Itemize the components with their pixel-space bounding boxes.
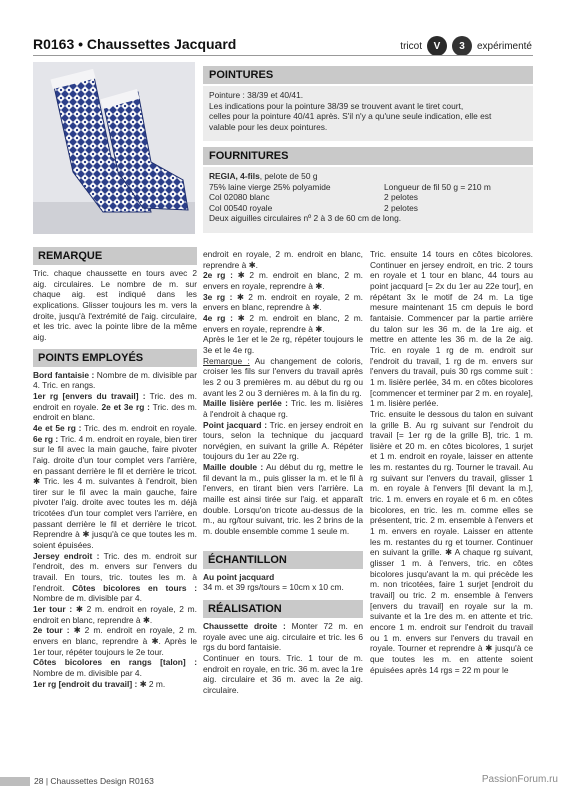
material-row <box>209 192 527 203</box>
difficulty-header <box>400 36 532 56</box>
points-text <box>33 370 197 690</box>
cotes-rangs-title: Côtes bicolores en rangs [talon] : <box>33 657 197 668</box>
header-rule <box>33 55 533 56</box>
needles-line: Deux aiguilles circulaires nº 2 à 3 de 60 cm de long. <box>209 213 402 224</box>
lisiere-text: Tric. les m. lisières à l'endroit à chaque rg. <box>203 398 363 419</box>
fournitures-heading: FOURNITURES <box>203 147 533 165</box>
pointures-heading: POINTURES <box>203 66 533 84</box>
footer-bar <box>0 777 30 786</box>
site-watermark: PassionForum.ru <box>481 774 558 785</box>
row-text: ✱ 2 m. endroit en blanc, 2 m. envers en royale, reprendre à ✱. <box>203 270 364 291</box>
pointures-line: Pointure : 38/39 et 40/41. <box>209 90 304 100</box>
echantillon-title: Au point jacquard <box>203 571 275 582</box>
double-title: Maille double : <box>203 462 264 473</box>
col3-text <box>370 249 533 675</box>
remarque-text: Tric. chaque chaussette en tours avec 2 aig. circulaires. Le nombre de m. sur chaque aig. est indiqué dans les explications. Glisser toujours les m. vers la droite, jusqu'à l'extrémité de l'aig. circulaire, et les tric. avec la pointe libre de la même aig. <box>33 268 197 342</box>
row-title: 3e rg : <box>203 291 233 302</box>
echantillon-heading: ÉCHANTILLON <box>203 551 363 569</box>
cotes-rangs-text: Nombre de m. divisible par 4. <box>33 667 142 678</box>
row-title: 1er rg [envers du travail] : <box>33 390 146 401</box>
material-row <box>209 203 527 214</box>
col2-paragraph: Après le 1er et le 2e rg, répéter toujours le 3e et le 4e rg. <box>203 334 363 355</box>
remark-text: Au changement de coloris, croiser les fils sur l'envers du travail après les 2 ou 3 premières m. au début du rg ou avant les 2 ou 3 dernières m. à la fin du rg. <box>203 355 363 398</box>
material-right: Longueur de fil 50 g = 210 m <box>384 181 491 192</box>
jersey-title: Jersey endroit : <box>33 550 100 561</box>
tour-text: ✱ 2 m. endroit en royale, 2 m. endroit en blanc, reprendre à ✱. <box>33 604 197 625</box>
category-icon: V <box>427 36 447 56</box>
level-label: expérimenté <box>476 40 532 52</box>
level-icon: 3 <box>452 36 472 56</box>
pointures-box <box>203 86 533 141</box>
bord-title: Bord fantaisie : <box>33 369 95 380</box>
row-text: Tric. des m. endroit en royale. <box>33 390 197 412</box>
tour-title: 2e tour : <box>33 625 70 636</box>
jacquard-title: Point jacquard : <box>203 419 268 430</box>
pointures-line: celles pour la pointure 40/41 après. S'il n'y a qu'une seule indication, elle est <box>209 111 492 122</box>
row-title: 6e rg : <box>33 433 59 444</box>
material-left: Col 00540 royale <box>209 202 273 213</box>
row-text: Tric. des m. endroit en royale. <box>81 422 197 433</box>
yarn-name: REGIA, 4-fils <box>209 171 260 181</box>
jersey-text: Tric. des m. endroit sur l'endroit, des m. envers sur l'envers du travail. En tours, tric. toutes les m. à l'endroit. <box>33 550 198 593</box>
row-text: Tric. 4 m. endroit en royale, bien tirer sur le fil avec la main gauche, faire pivoter l'aig. droite d'un tour complet vers l'arrière, en passant derrière le fil et derrière le tricot. ✱ Tric. les 4 m. suivantes à l'endroit, bien tirer sur le fil avec la main gauche, faire pivoter l'aig. droite avec toutes les m. déjà tricotées d'un tour complet vers l'arrière, en passant derrière le fil et derrière le tricot. Reprendre à ✱ jusqu'à ce que toutes les m. soient épuisées. <box>33 433 197 551</box>
row-text: ✱ 2 m. endroit en royale, 2 m. envers en blanc, reprendre à ✱. <box>203 291 363 313</box>
socks-photo <box>33 62 195 234</box>
lisiere-title: Maille lisière perlée : <box>203 398 288 409</box>
cotes-tours-title: Côtes bicolores en tours : <box>64 582 197 593</box>
row-text: ✱ 2 m. <box>137 678 166 689</box>
cotes-tours-text: Nombre de m. divisible par 4. <box>33 593 142 604</box>
bord-text: Nombre de m. divisible par 4. Tric. en rangs. <box>33 369 197 391</box>
tour-text: ✱ 2 m. endroit en royale, 2 m. envers en blanc, reprendre à ✱. Après le 1er tour, répéter toujours le 2e tour. <box>33 625 197 657</box>
yarn-line <box>209 171 527 182</box>
col3-paragraph: Tric. ensuite 14 tours en côtes bicolores. Continuer en jersey endroit, en tric. 2 tours en royale et 1 tour en blanc, 44 tours au point jacquard [= 2x du 1er au 22e tour], en répétant 3x le motif de 24 m. La tige mesure maintenant 15 cm depuis le bord fantaisie. Commencer par la partie arrière du talon sur les 36 m. de la 1re aig. et mettre en attente les 36 m. de la 2e aig. Tric. en royale 1 rg de m. endroit sur l'endroit du travail, 1 rg de m. envers sur l'envers du travail, puis 30 rgs comme suit : 1 m. lisière perlée, 34 m. en côtes bicolores [commencer et terminer par 2 m. en royale], 1 m. lisière perlée. <box>370 249 533 409</box>
points-heading: POINTS EMPLOYÉS <box>33 349 197 367</box>
realisation-text <box>203 621 363 696</box>
echantillon-text <box>203 572 363 593</box>
row-text: ✱ 2 m. endroit en blanc, 2 m. envers en royale, reprendre à ✱. <box>203 312 364 334</box>
material-left: 75% laine vierge 25% polyamide <box>209 181 331 192</box>
footer-text: 28 | Chaussettes Design R0163 <box>34 776 154 786</box>
col2-paragraph: endroit en royale, 2 m. endroit en blanc, reprendre à ✱. <box>203 249 363 270</box>
material-right: 2 pelotes <box>384 192 418 203</box>
category-label: tricot <box>400 40 422 52</box>
chaussette-droite-text: Monter 72 m. en royale avec une aig. circulaire et tric. les 6 rgs du bord fantaisie. <box>203 621 363 653</box>
row-title: 4e rg : <box>203 312 233 323</box>
material-right: 2 pelotes <box>384 202 418 213</box>
fournitures-box <box>203 167 533 233</box>
double-text: Au début du rg, mettre le fil devant la m., puis glisser la m. et le fil à l'envers, en tirant bien vers l'arrière. La maille est ainsi tirée sur l'aig. et apparaît double. Lorsqu'on tricote au-dessus de la m., au rg/tour suivant, tric. les 2 brins de la m. double ensemble comme 1 seule m. <box>203 462 363 537</box>
remark-title: Remarque : <box>203 355 250 366</box>
row-title: 2e et 3e rg : <box>98 401 150 412</box>
realisation-heading: RÉALISATION <box>203 600 363 618</box>
pointures-line: Les indications pour la pointure 38/39 se trouvent avant le tiret court, <box>209 100 464 111</box>
yarn-suffix: , pelote de 50 g <box>259 171 318 181</box>
remarque-heading: REMARQUE <box>33 247 197 265</box>
material-row <box>209 182 527 193</box>
row-text: Tric. des m. endroit en blanc. <box>33 401 197 423</box>
row-title: 4e et 5e rg : <box>33 422 82 433</box>
chaussette-droite-title: Chaussette droite : <box>203 621 286 632</box>
tour-title: 1er tour : <box>33 604 73 615</box>
pointures-line: valable pour les deux pointures. <box>209 121 328 132</box>
col2-paragraph: Continuer en tours. Tric. 1 tour de m. endroit en royale, en tric. 36 m. avec la 1re aig. circulaire et 36 m. avec la 2e aig. circulaire. <box>203 653 363 695</box>
page-title: R0163 • Chaussettes Jacquard <box>33 36 237 52</box>
row-title: 2e rg : <box>203 270 233 281</box>
jacquard-text: Tric. en jersey endroit en tours, selon la technique du jacquard norvégien, en suivant la grille A. Répéter toujours du 1er au 22e rg. <box>203 419 363 462</box>
material-left: Col 02080 blanc <box>209 192 270 203</box>
row-title: 1er rg [endroit du travail] : <box>33 678 138 689</box>
echantillon-value: 34 m. et 39 rgs/tours = 10cm x 10 cm. <box>203 582 344 593</box>
jacquard-socks-illustration <box>33 62 195 234</box>
col3-paragraph: Tric. ensuite le dessous du talon en suivant la grille B. Au rg suivant sur l'endroit du travail [= 1er rg de la grille B], tric. 1 m. lisière et 20 m. en côtes bicolores, 1 surjet et 1 m. endroit en royale, laisser en attente les m. restantes du rg. Tourner le travail. Au rg suivant sur l'envers du travail, glisser 1 m. en royale à l'envers [fil devant la m.], tric. 1 m. envers en royale et 6 m. en côtes bicolores, en tric. les m. comme elles se présentent, tric. 2 m. ensemble à l'envers et 1 m. envers en royale. Laisser en attente les m. restantes du rg et tourner. Continuer en suivant la grille. ✱ A chaque rg suivant, glisser 1 m. à l'envers, tric. en côtes bicolores jusqu'avant la m. qui précède les m. non tricotées, faire 1 surjet [endroit du travail] ou tric. 2 m. ensemble à l'envers [envers du travail] en royale sur la m. suivante et la 1re des m. en attente et tric. encore 1 m. endroit sur l'endroit du travail ou 1 m. envers sur l'envers du travail en royale. Tourner et reprendre à ✱ jusqu'à ce que toutes les m. en attente soient épuisées après 14 rgs = 22 m pour le <box>370 408 533 675</box>
col2-text <box>203 249 363 537</box>
